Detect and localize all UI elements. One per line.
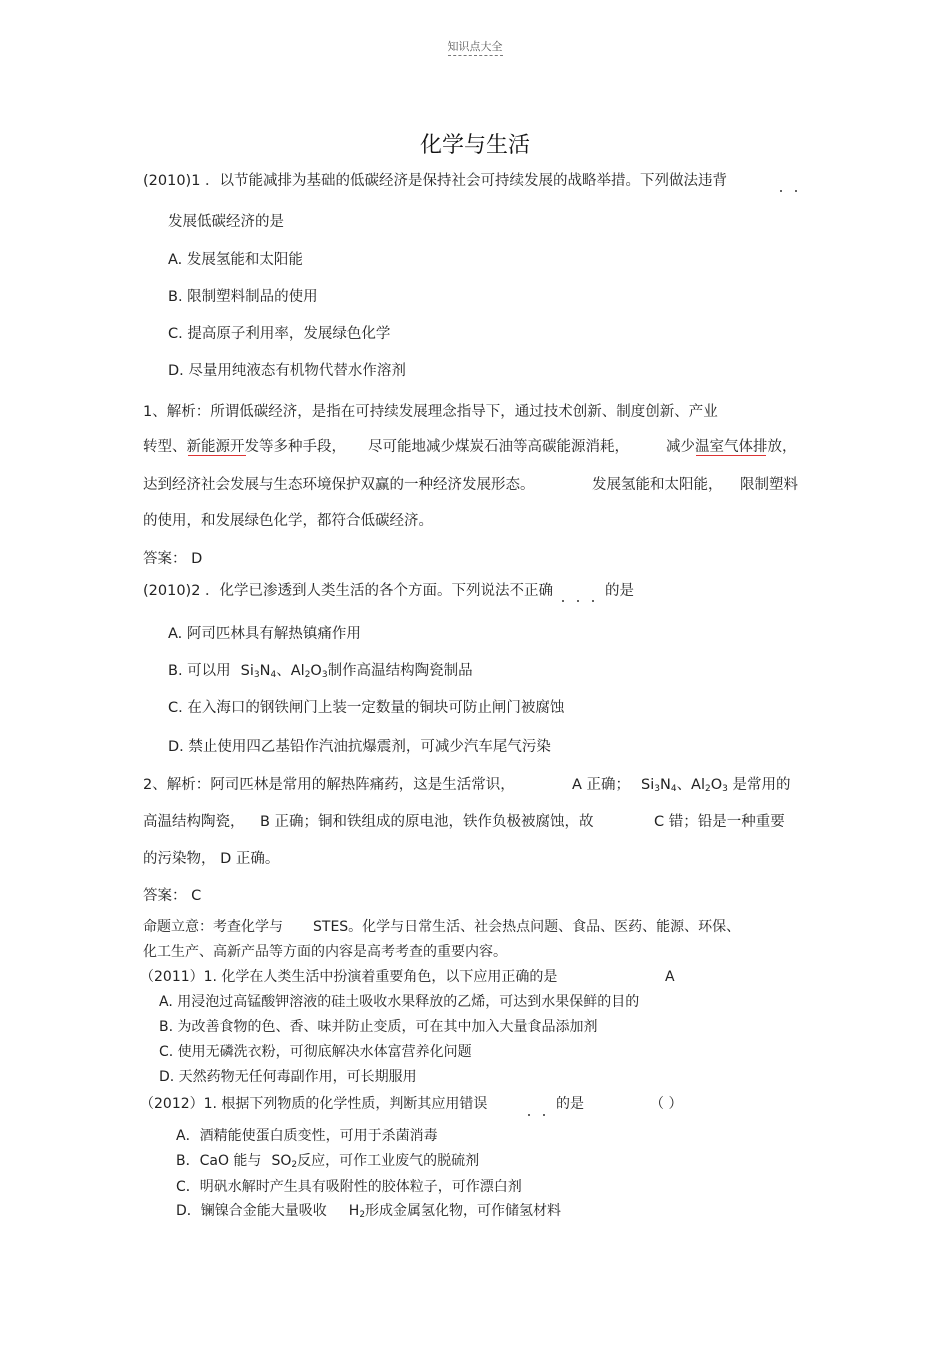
emphasis-dot <box>780 190 782 192</box>
option-b-rest: 反应，可作工业废气的脱硫剂 <box>297 1153 480 1169</box>
option-b-rest: 制作高温结构陶瓷制品 <box>327 663 473 679</box>
formula-so: SO <box>271 1153 292 1169</box>
emphasis-dot <box>592 600 594 602</box>
q2010-2-option-c: C. 在入海口的钢铁闸门上装一定数量的铜块可防止闸门被腐蚀 <box>168 700 565 716</box>
q2012-option-b <box>176 1151 479 1175</box>
q2010-2-option-b <box>168 661 473 685</box>
header-divider <box>448 55 503 56</box>
q2010-2-option-a: A. 阿司匹林具有解热镇痛作用 <box>168 626 361 642</box>
subscript: 2 <box>359 1210 366 1220</box>
subscript: 2 <box>304 670 311 680</box>
q2010-2-analysis-line1c <box>641 775 791 799</box>
q2010-2-intent-c: 化工生产、高新产品等方面的内容是高考考查的重要内容。 <box>143 944 507 960</box>
q2010-1-analysis-line3c: 限制塑料 <box>740 477 798 493</box>
formula-si: Si <box>240 663 254 679</box>
q2011-option-c: C. 使用无磷洗衣粉，可彻底解决水体富营养化问题 <box>159 1044 472 1060</box>
analysis-text: 是常用的 <box>732 777 791 793</box>
subscript: 3 <box>722 784 728 794</box>
emphasis-dot <box>543 1114 545 1116</box>
q2010-2-analysis-line2c: C 错；铅是一种重要 <box>654 814 785 830</box>
q2010-2-option-d: D. 禁止使用四乙基铅作汽油抗爆震剂，可减少汽车尾气污染 <box>168 739 551 755</box>
q2010-2-answer: 答案： C <box>143 888 202 904</box>
q2012-option-c: C．明矾水解时产生具有吸附性的胶体粒子，可作漂白剂 <box>176 1179 522 1195</box>
q2010-1-analysis-line2a: 转型、新能源开发等多种手段， <box>143 439 346 455</box>
formula-al: 、Al <box>676 777 706 793</box>
formula-n: N <box>259 663 271 679</box>
subscript: 3 <box>253 670 260 680</box>
formula-n: N <box>659 777 671 793</box>
spellcheck-underline <box>696 455 766 456</box>
q2010-1-analysis-line1: 1、解析：所谓低碳经济，是指在可持续发展理念指导下，通过技术创新、制度创新、产业 <box>143 404 718 420</box>
page-header: 知识点大全 <box>447 40 503 53</box>
q2010-1-analysis-line3a: 达到经济社会发展与生态环境保护双赢的一种经济发展形态。 <box>143 477 535 493</box>
q2012-stem: （2012）1. 根据下列物质的化学性质，判断其应用错误 <box>140 1096 488 1112</box>
q2010-1-option-d: D. 尽量用纯液态有机物代替水作溶剂 <box>168 363 406 379</box>
q2010-1-option-a: A. 发展氢能和太阳能 <box>168 252 303 268</box>
q2010-2-analysis-line2b: B 正确；铜和铁组成的原电池，铁作负极被腐蚀，故 <box>260 814 594 830</box>
formula-o: O <box>310 663 322 679</box>
q2010-1-analysis-line2b: 尽可能地减少煤炭石油等高碳能源消耗， <box>368 439 629 455</box>
q2012-option-d <box>176 1201 561 1225</box>
q2010-2-analysis-line1a: 2、解析：阿司匹林是常用的解热阵痛药，这是生活常识， <box>143 777 515 793</box>
option-b-text: B．CaO 能与 <box>176 1153 262 1169</box>
q2012-stem-end: 的是 <box>556 1096 584 1112</box>
spellcheck-underline <box>188 455 246 456</box>
q2010-2-analysis-line1b: A 正确； <box>572 777 631 793</box>
subscript: 4 <box>270 670 277 680</box>
q2010-1-analysis-line4: 的使用，和发展绿色化学，都符合低碳经济。 <box>143 513 433 529</box>
formula-h: H <box>348 1203 360 1219</box>
q2010-2-stem-end: 的是 <box>605 583 634 599</box>
option-b-text: B. 可以用 <box>168 663 231 679</box>
subscript: 4 <box>670 784 677 794</box>
subscript: 3 <box>654 784 660 794</box>
emphasis-dot <box>577 600 579 602</box>
option-d-text: D．镧镍合金能大量吸收 <box>176 1203 327 1219</box>
q2010-2-intent-a: 命题立意：考查化学与 <box>143 919 283 935</box>
option-d-rest: 形成金属氢化物，可作储氢材料 <box>365 1203 562 1219</box>
q2012-option-a: A．酒精能使蛋白质变性，可用于杀菌消毒 <box>176 1128 438 1144</box>
emphasis-dot <box>795 190 797 192</box>
q2010-1-stem: (2010)1 ．以节能减排为基础的低碳经济是保持社会可持续发展的战略举措。下列做法违背 <box>143 173 728 189</box>
q2010-1-stem-cont: 发展低碳经济的是 <box>168 214 284 230</box>
q2010-1-analysis-line3b: 发展氢能和太阳能， <box>592 477 723 493</box>
emphasis-dot <box>562 600 564 602</box>
q2011-stem: （2011）1. 化学在人类生活中扮演着重要角色，以下应用正确的是 <box>140 969 558 985</box>
formula-si: Si <box>641 777 655 793</box>
q2011-option-d: D. 天然药物无任何毒副作用，可长期服用 <box>159 1069 417 1085</box>
q2010-1-option-c: C. 提高原子利用率，发展绿色化学 <box>168 326 391 342</box>
q2010-2-analysis-line2a: 高温结构陶瓷， <box>143 814 245 830</box>
q2012-answer-blank: （ ） <box>650 1096 683 1112</box>
q2011-answer: A <box>665 969 675 985</box>
q2010-1-analysis-line2c: 减少温室气体排放， <box>666 439 797 455</box>
q2011-option-a: A. 用浸泡过高锰酸钾溶液的硅土吸收水果释放的乙烯，可达到水果保鲜的目的 <box>159 994 640 1010</box>
formula-o: O <box>710 777 723 793</box>
q2010-2-analysis-line3: 的污染物， D 正确。 <box>143 851 280 867</box>
q2010-1-answer: 答案： D <box>143 551 203 567</box>
q2010-2-stem: (2010)2 ．化学已渗透到人类生活的各个方面。下列说法不正确 <box>143 583 554 599</box>
subscript: 2 <box>705 784 711 794</box>
subscript: 3 <box>321 670 328 680</box>
page-title: 化学与生活 <box>419 133 530 158</box>
subscript: 2 <box>291 1160 298 1170</box>
emphasis-dot <box>528 1114 530 1116</box>
q2010-2-intent-b: STES。化学与日常生活、社会热点问题、食品、医药、能源、环保、 <box>313 919 741 935</box>
q2011-option-b: B. 为改善食物的色、香、味并防止变质，可在其中加入大量食品添加剂 <box>159 1019 598 1035</box>
formula-al: 、Al <box>276 663 305 679</box>
q2010-1-option-b: B. 限制塑料制品的使用 <box>168 289 318 305</box>
